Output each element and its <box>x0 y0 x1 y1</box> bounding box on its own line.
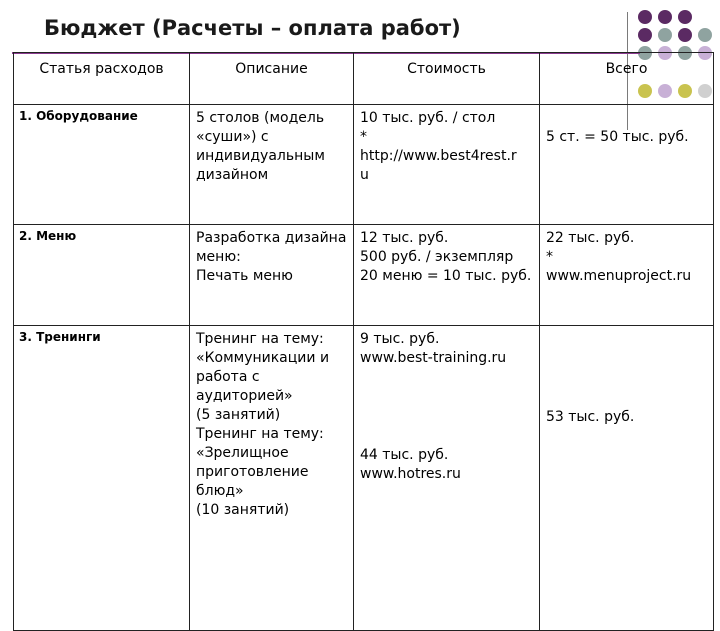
row-total: 5 ст. = 50 тыс. руб. <box>540 105 714 225</box>
row-category: 3. Тренинги <box>14 326 190 631</box>
header-cost: Стоимость <box>354 53 540 105</box>
row-total: 53 тыс. руб. <box>540 326 714 631</box>
dot-icon <box>658 10 672 24</box>
header-category: Статья расходов <box>14 53 190 105</box>
row-description: Разработка дизайна меню: Печать меню <box>190 225 354 326</box>
table-row <box>14 225 714 326</box>
dot-icon <box>698 28 712 42</box>
header-description: Описание <box>190 53 354 105</box>
table-header-row <box>14 53 714 105</box>
table-row <box>14 326 714 631</box>
dot-icon <box>638 10 652 24</box>
dot-icon <box>678 28 692 42</box>
header-total: Всего <box>540 53 714 105</box>
table-row <box>14 105 714 225</box>
row-cost: 9 тыс. руб. www.best-training.ru 44 тыс. руб. www.hotres.ru <box>354 326 540 631</box>
row-description: 5 столов (модель «суши») с индивидуальным дизайном <box>190 105 354 225</box>
row-category: 2. Меню <box>14 225 190 326</box>
row-description: Тренинг на тему: «Коммуникации и работа с аудиторией» (5 занятий) Тренинг на тему: «Зрелищное приготовление блюд» (10 занятий) <box>190 326 354 631</box>
row-category: 1. Оборудование <box>14 105 190 225</box>
dot-icon <box>658 28 672 42</box>
slide-title: Бюджет (Расчеты – оплата работ) <box>44 16 461 40</box>
row-cost: 12 тыс. руб. 500 руб. / экземпляр 20 меню = 10 тыс. руб. <box>354 225 540 326</box>
dot-icon <box>678 10 692 24</box>
row-cost: 10 тыс. руб. / стол * http://www.best4rest.r u <box>354 105 540 225</box>
row-total: 22 тыс. руб. * www.menuproject.ru <box>540 225 714 326</box>
budget-table <box>13 52 714 631</box>
dot-icon <box>638 28 652 42</box>
